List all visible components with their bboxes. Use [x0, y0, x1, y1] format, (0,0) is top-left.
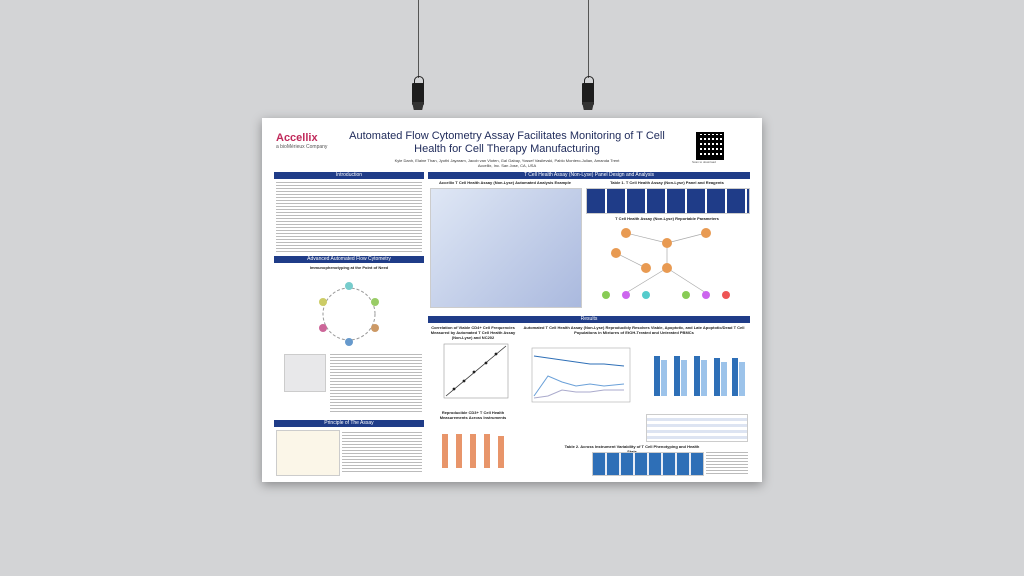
qr-caption: Scan to download	[692, 160, 716, 164]
qr-code	[696, 132, 724, 160]
binder-clip-right	[582, 76, 594, 110]
reproducibility-bar-chart	[434, 424, 514, 472]
cd3-health-bar-chart	[644, 346, 748, 412]
section-principle: Principle of The Assay	[274, 420, 424, 427]
poster-authors: Kyle Danh, Elaine Than, Jyothi Jayaram, Jacob van Vloten, Gal Gabay, Yossef Vasilevski, Pablo Montero-Julian, Amanda Trent Accellix, Inc. San Jose, CA, USA	[394, 158, 620, 168]
params-title: T Cell Health Assay (Non-Lyse) Reportable Parameters	[615, 216, 719, 221]
frequencies-table	[646, 414, 748, 442]
mixtures-title: Automated T Cell Health Assay (Non-Lyse) Reproducibly Resolves Viable, Apoptotic, and Late Apoptotic/Dead T Cell Populations in Mixtures of EtOH-Treated and Untreated PBMCs	[523, 325, 745, 335]
section-advanced-flow: Advanced Automated Flow Cytometry	[274, 256, 424, 263]
accellix-logo: Accellix a bioMérieux Company	[276, 132, 328, 150]
analysis-example-title: Accellix T Cell Health Assay (Non-Lyse) Automated Analysis Example	[439, 180, 571, 185]
instrument-image	[284, 354, 326, 392]
instrument-text	[330, 354, 422, 414]
principle-diagram	[276, 430, 340, 476]
analysis-plots-figure	[430, 188, 582, 308]
parameters-tree-diagram	[586, 223, 748, 307]
intro-text	[276, 182, 422, 252]
workflow-cycle-diagram	[282, 272, 416, 352]
correlation-scatter-plot	[434, 342, 512, 406]
table1-title: Table 1. T Cell Health Assay (Non-Lyse) Panel and Reagents	[610, 180, 724, 185]
poster	[262, 118, 762, 482]
reproducible-title: Reproducible CD3+ T Cell Health Measurements Across Instruments	[439, 410, 507, 420]
section-introduction: Introduction	[274, 172, 424, 179]
table2	[592, 452, 704, 476]
table2-note	[706, 452, 748, 474]
binder-clip-left	[412, 76, 424, 110]
poster-title: Automated Flow Cytometry Assay Facilitates Monitoring of T Cell Health for Cell Therapy Manufacturing	[349, 130, 665, 155]
health-state-line-chart	[524, 346, 634, 412]
table2-title: Table 2. Across Instrument Variability of T Cell Phenotyping and Health	[564, 444, 700, 449]
principle-text	[342, 432, 422, 472]
hanging-wire-left	[418, 0, 419, 78]
table1	[586, 188, 750, 214]
section-results: Results	[428, 316, 750, 323]
hanging-wire-right	[588, 0, 589, 78]
section-panel-design: T Cell Health Assay (Non-Lyse) Panel Design and Analysis	[428, 172, 750, 179]
correlation-title: Correlation of Viable CD4+ Cell Frequencies Measured by Automated T Cell Health Assay (Non-Lyse) and NC202	[430, 325, 516, 340]
immunophenotyping-heading: Immunophenotyping at the Point of Need	[309, 265, 389, 270]
